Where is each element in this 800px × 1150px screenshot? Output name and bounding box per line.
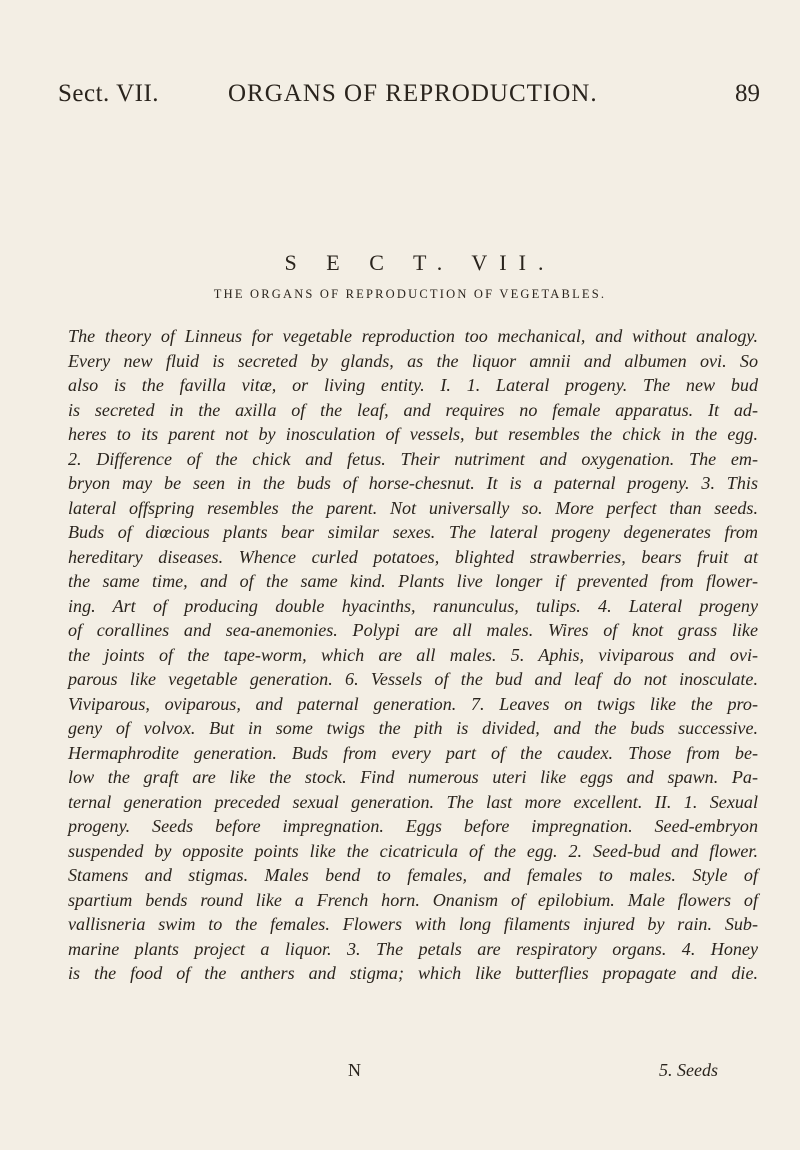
text-line: Hermaphrodite generation. Buds from every part of the caudex. Those from be-: [68, 742, 758, 763]
text-line: the joints of the tape-worm, which are all males. 5. Aphis, viviparous and ovi-: [68, 644, 758, 665]
page-number: 89: [735, 80, 760, 107]
running-head: [0, 80, 800, 120]
signature-mark: N: [348, 1060, 361, 1080]
running-head-section: Sect. VII.: [58, 80, 160, 107]
text-line: of corallines and sea-anemonies. Polypi are all males. Wires of knot grass like: [68, 620, 758, 640]
text-line: Every new fluid is secreted by glands, as the liquor amnii and albumen ovi. So: [68, 350, 758, 371]
text-line: hereditary diseases. Whence curled potatoes, blighted strawberries, bears fruit at: [68, 546, 758, 567]
text-line: 2. Difference of the chick and fetus. Their nutriment and oxygenation. The em-: [68, 448, 758, 469]
text-line: The theory of Linneus for vegetable reproduction too mechanical, and without analogy.: [68, 326, 758, 346]
running-head-title: ORGANS OF REPRODUCTION.: [228, 80, 598, 107]
text-line: is secreted in the axilla of the leaf, and requires no female apparatus. It ad-: [68, 399, 758, 420]
summary-paragraph: [68, 324, 758, 986]
text-line: progeny. Seeds before impregnation. Eggs before impregnation. Seed-embryon: [68, 816, 758, 836]
text-line: Buds of diœcious plants bear similar sexes. The lateral progeny degenerates from: [68, 522, 758, 542]
text-line: lateral offspring resembles the parent. Not universally so. More perfect than seeds.: [68, 497, 758, 518]
text-line: marine plants project a liquor. 3. The petals are respiratory organs. 4. Honey: [68, 938, 758, 959]
text-line: is the food of the anthers and stigma; which like butterflies propagate and die.: [68, 963, 758, 983]
section-heading: S E C T. VII.: [284, 250, 556, 275]
text-line: ternal generation preceded sexual generation. The last more excellent. II. 1. Sexual: [68, 791, 758, 812]
text-line: parous like vegetable generation. 6. Vessels of the bud and leaf do not inosculate.: [68, 669, 758, 689]
text-line: ing. Art of producing double hyacinths, ranunculus, tulips. 4. Lateral progeny: [68, 595, 758, 616]
text-line: vallisneria swim to the females. Flowers with long filaments injured by rain. Sub-: [68, 914, 758, 934]
text-line: Viviparous, oviparous, and paternal generation. 7. Leaves on twigs like the pro-: [68, 693, 758, 714]
text-line: the same time, and of the same kind. Plants live longer if prevented from flower-: [68, 571, 758, 591]
text-line: geny of volvox. But in some twigs the pith is divided, and the buds successive.: [68, 718, 758, 738]
catch-line: [68, 1060, 758, 1086]
text-line: heres to its parent not by inosculation of vessels, but resembles the chick in the egg.: [68, 424, 758, 444]
catchword: 5. Seeds: [659, 1060, 718, 1080]
text-line: Stamens and stigmas. Males bend to females, and females to males. Style of: [68, 865, 758, 885]
text-line: suspended by opposite points like the cicatricula of the egg. 2. Seed-bud and flower.: [68, 840, 758, 861]
text-line: low the graft are like the stock. Find numerous uteri like eggs and spawn. Pa-: [68, 767, 758, 787]
section-subheading: THE ORGANS OF REPRODUCTION OF VEGETABLES.: [213, 287, 607, 301]
text-line: spartium bends round like a French horn. Onanism of epilobium. Male flowers of: [68, 889, 758, 910]
text-line: bryon may be seen in the buds of horse-chesnut. It is a paternal progeny. 3. This: [68, 473, 758, 493]
text-line: also is the favilla vitæ, or living entity. I. 1. Lateral progeny. The new bud: [68, 375, 758, 395]
